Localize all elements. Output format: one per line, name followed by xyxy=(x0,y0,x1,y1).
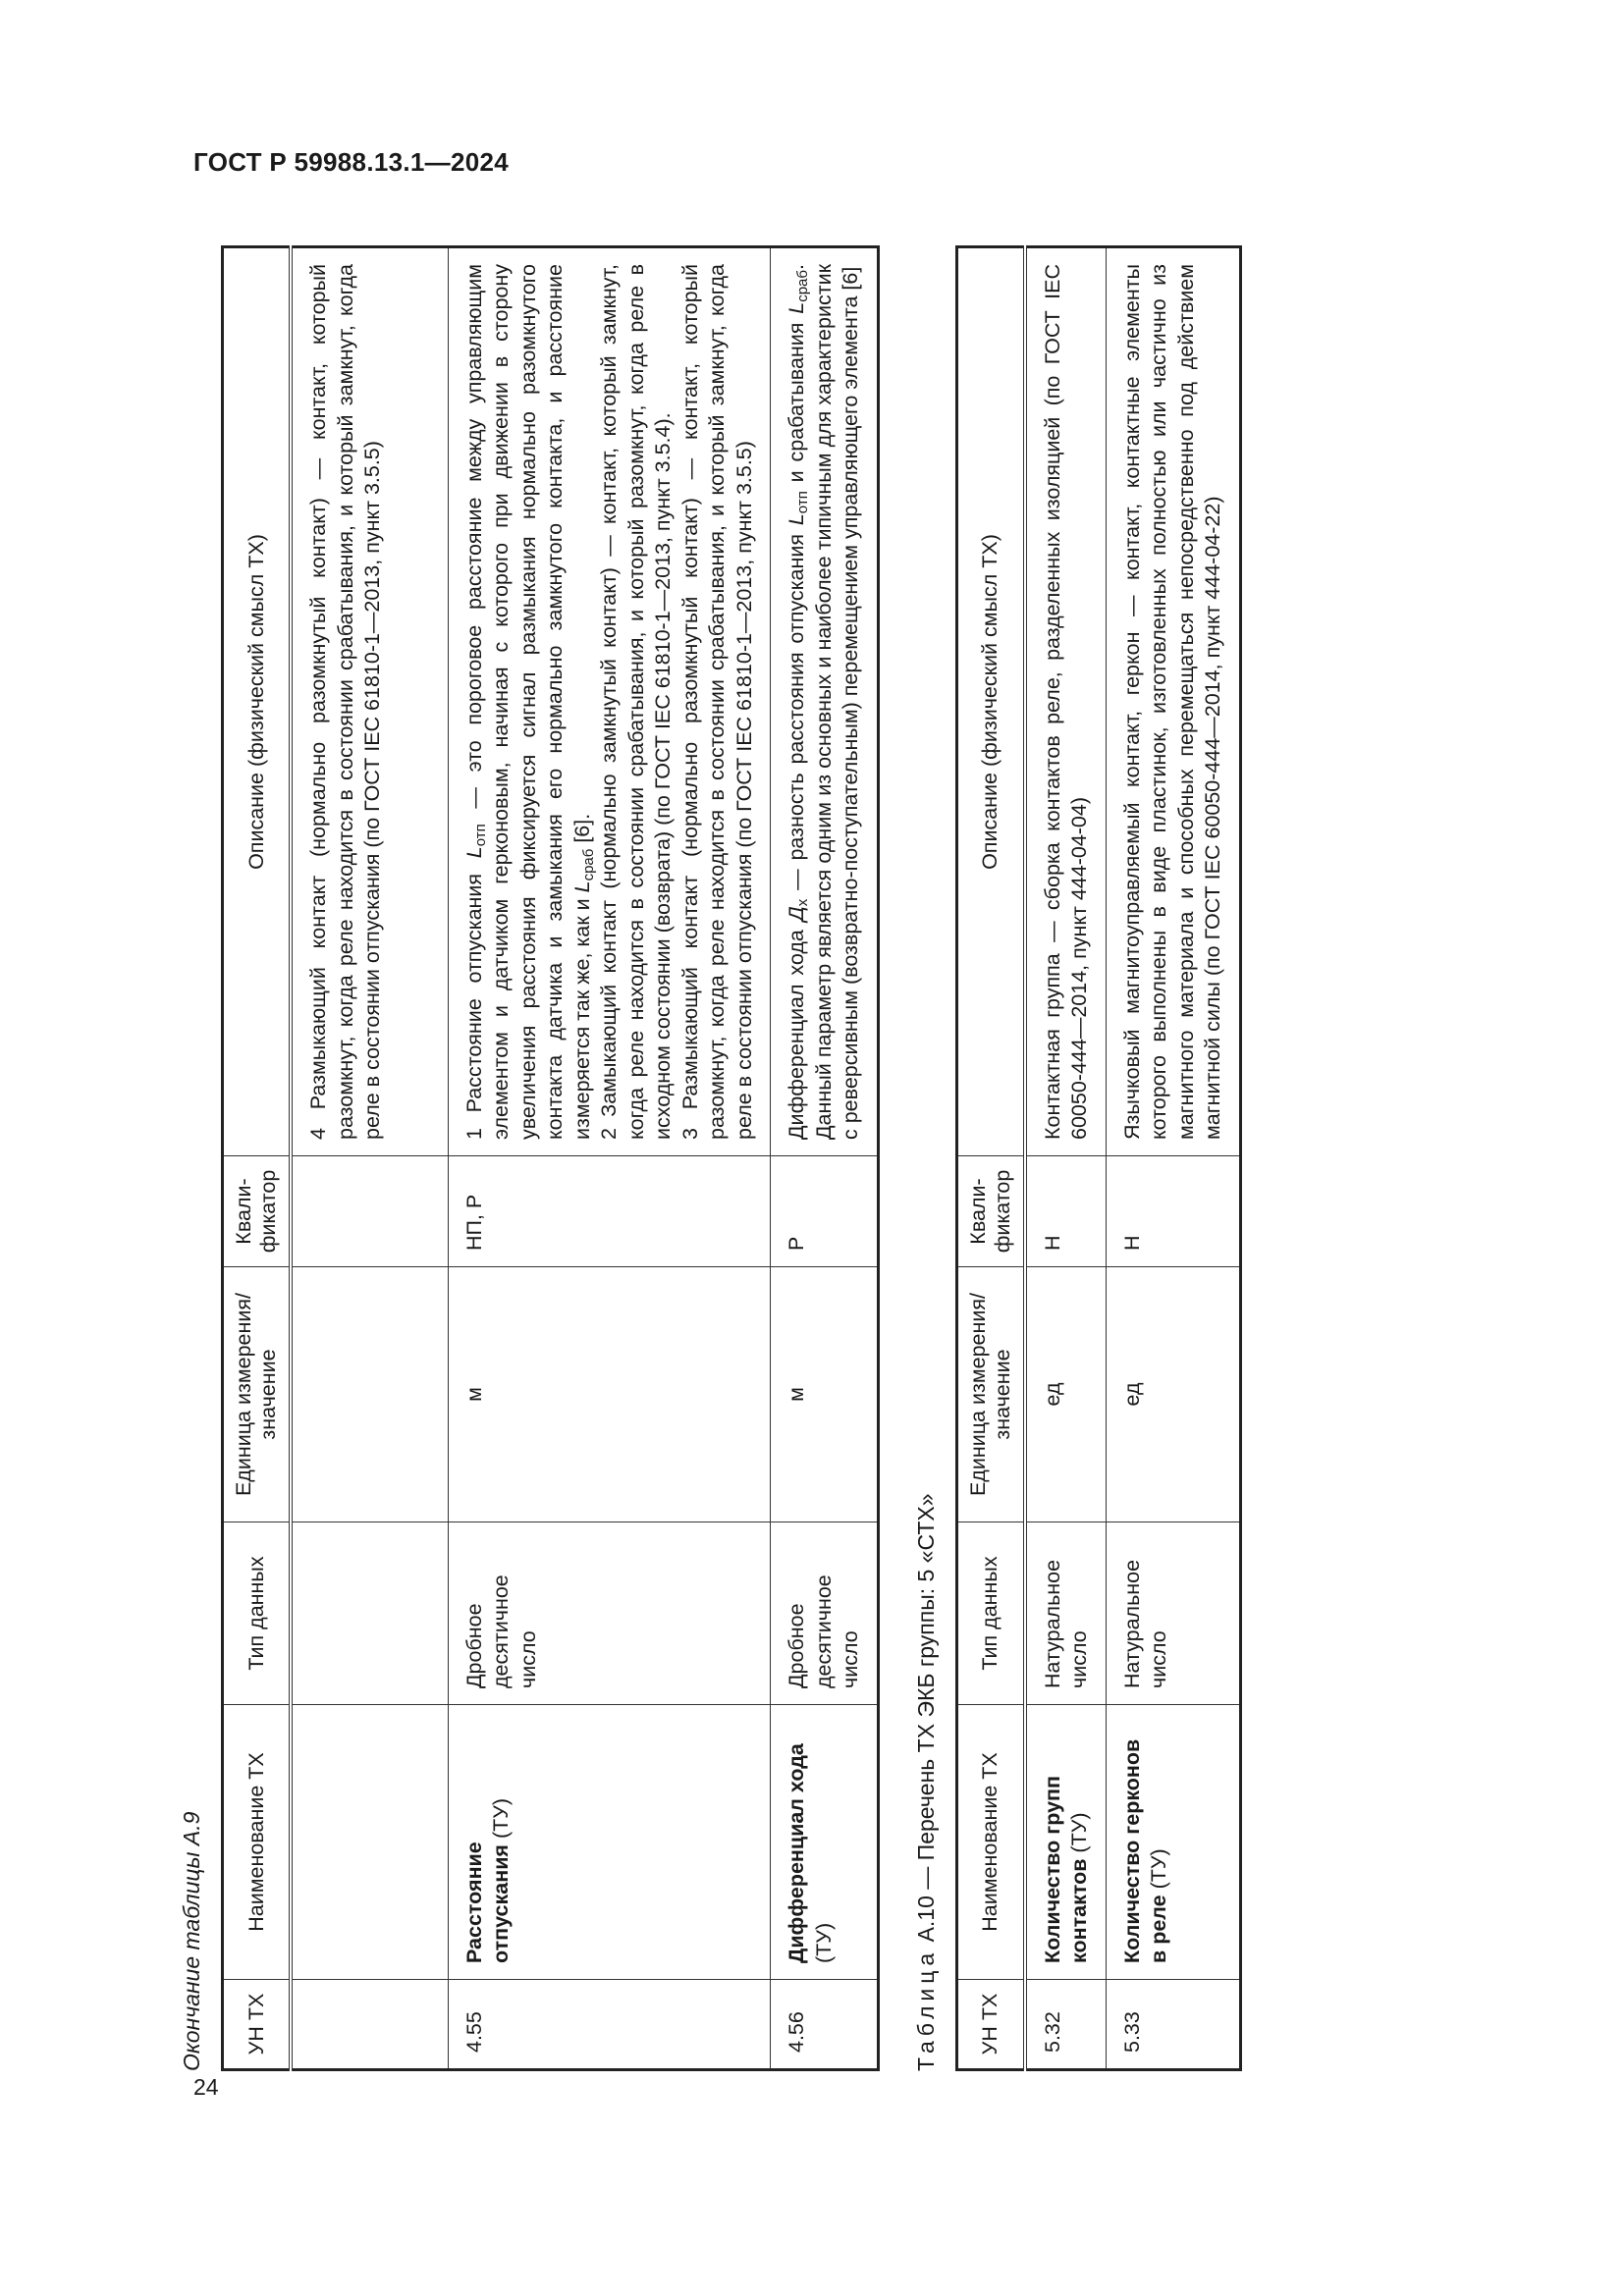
table-row xyxy=(1025,247,1107,2070)
row-unit: м xyxy=(771,1267,879,1522)
row-id xyxy=(291,1980,448,2070)
row-type: Натуральное число xyxy=(1106,1522,1240,1705)
row-name xyxy=(291,1705,448,1980)
table-header-row xyxy=(223,247,292,2070)
row-name: Дифференциал хода (ТУ) xyxy=(771,1705,879,1980)
rotated-page-content xyxy=(177,226,1497,2071)
column-header: Тип данных xyxy=(956,1522,1025,1705)
table-a9 xyxy=(221,245,880,2071)
document-header: ГОСТ Р 59988.13.1—2024 xyxy=(193,147,509,177)
column-header: Описание (физический смысл ТХ) xyxy=(223,247,292,1156)
row-type: Дробное десятичное число xyxy=(448,1522,771,1705)
description-note-3: 3 Размыкающий контакт (нормально разомкнутый контакт) — контакт, который разомкнут, когда реле находится в состоянии срабатывания, и который замкнут, когда реле в состоянии отпускания (по ГОСТ IEC 61810-1—2013, пункт 3.5.5) xyxy=(677,264,756,1140)
row-id: 5.33 xyxy=(1106,1980,1240,2070)
row-qualifier: Н xyxy=(1106,1156,1240,1267)
row-type xyxy=(291,1522,448,1705)
row-qualifier: Н xyxy=(1025,1156,1107,1267)
column-header: УН ТХ xyxy=(956,1980,1025,2070)
row-qualifier: НП, Р xyxy=(448,1156,771,1267)
row-type: Натуральное число xyxy=(1025,1522,1107,1705)
row-unit: м xyxy=(448,1267,771,1522)
row-description: 4 Размыкающий контакт (нормально разомкнутый контакт) — контакт, который разомкнут, когда реле находится в состоянии срабатывания, и который замкнут, когда реле в состоянии отпускания (по ГОСТ IEC 61810-1—2013, пункт 3.5.5) xyxy=(291,247,448,1156)
row-unit xyxy=(291,1267,448,1522)
continuation-caption: Окончание таблицы А.9 xyxy=(179,1811,204,2071)
row-description: Язычковый магнитоуправляемый контакт, геркон — контакт, контактные элементы которого выполнены в виде пластинок, изготовленных полностью или частично из магнитного материала и способных перемещаться непосредственно под действием магнитной силы (по ГОСТ IEC 60050-444—2014, пункт 444-04-22) xyxy=(1106,247,1240,1156)
row-unit: ед xyxy=(1106,1267,1240,1522)
column-header: Единица измерения/ значение xyxy=(223,1267,292,1522)
column-header: Наименование ТХ xyxy=(223,1705,292,1980)
page-number: 24 xyxy=(193,2074,219,2100)
table-row xyxy=(448,247,771,2070)
row-id: 4.56 xyxy=(771,1980,879,2070)
description-note-1: 1 Расстояние отпускания $L_{отп}$ — это пороговое расстояние между управляющим элементом и датчиком герконовым, начиная с которого при движении в сторону увеличения расстояния фиксируется сигнал размыкания нормально разомкнутого контакта датчика и замыкания его нормально замкнутого контакта, и расстояние измеряется так же, как и $L_{сраб}$ [6]. xyxy=(461,264,597,1140)
row-id: 5.32 xyxy=(1025,1980,1107,2070)
row-qualifier xyxy=(291,1156,448,1267)
table-row xyxy=(1106,247,1240,2070)
column-header: Тип данных xyxy=(223,1522,292,1705)
table-row xyxy=(771,247,879,2070)
description-note-2: 2 Замыкающий контакт (нормально замкнутый контакт) — контакт, который замкнут, когда реле находится в состоянии срабатывания, и который разомкнут, когда реле в исходном состоянии (возврата) (по ГОСТ IEC 61810-1—2013, пункт 3.5.4). xyxy=(597,264,675,1140)
row-qualifier: Р xyxy=(771,1156,879,1267)
row-id: 4.55 xyxy=(448,1980,771,2070)
column-header: Описание (физический смысл ТХ) xyxy=(956,247,1025,1156)
row-description xyxy=(448,247,771,1156)
row-name: Расстояние отпускания (ТУ) xyxy=(448,1705,771,1980)
row-unit: ед xyxy=(1025,1267,1107,1522)
table-a10 xyxy=(955,245,1242,2071)
column-header: Квали- фикатор xyxy=(956,1156,1025,1267)
table-row xyxy=(291,247,448,2070)
row-name: Количество групп контактов (ТУ) xyxy=(1025,1705,1107,1980)
row-description: Контактная группа — сборка контактов реле, разделенных изоляцией (по ГОСТ IEC 60050-444—2014, пункт 444-04-04) xyxy=(1025,247,1107,1156)
row-type: Дробное десятичное число xyxy=(771,1522,879,1705)
row-name: Количество герконов в реле (ТУ) xyxy=(1106,1705,1240,1980)
column-header: УН ТХ xyxy=(223,1980,292,2070)
table-header-row xyxy=(956,247,1025,2070)
column-header: Квали- фикатор xyxy=(223,1156,292,1267)
row-description: Дифференциал хода $Д_х$ — разность расстояния отпускания $L_{отп}$ и срабатывания $L_{сраб}$. Данный параметр является одним из основных и наиболее типичным для характеристик с реверсивным (возвратно-поступательным) перемещением управляющего элемента [6] xyxy=(771,247,879,1156)
table-a10-caption: Таблица А.10 — Перечень ТХ ЭКБ группы: 5 «СТХ» xyxy=(912,1493,939,2071)
column-header: Единица измерения/ значение xyxy=(956,1267,1025,1522)
column-header: Наименование ТХ xyxy=(956,1705,1025,1980)
